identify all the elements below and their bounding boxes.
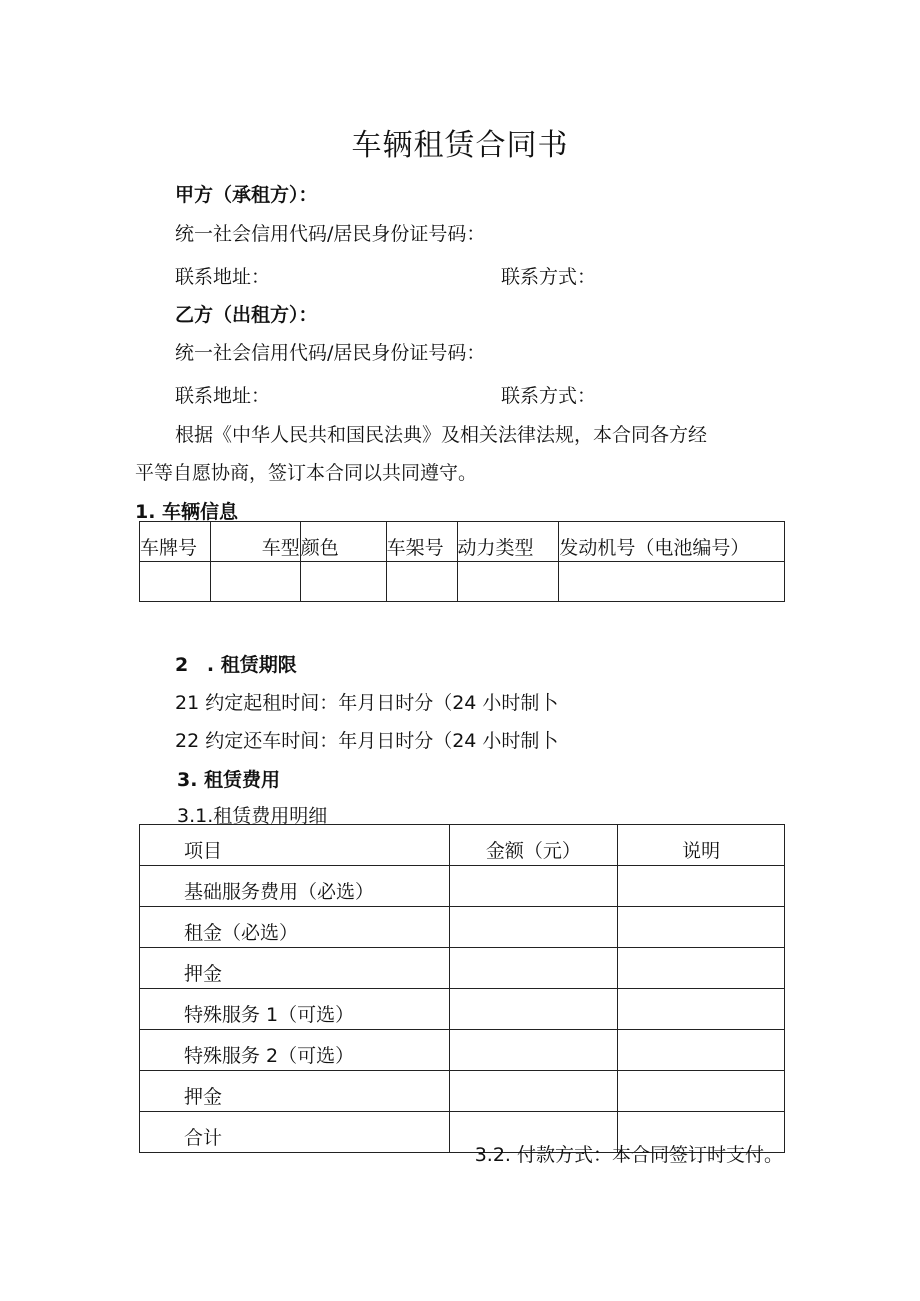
table-cell (559, 562, 785, 602)
table-cell (300, 562, 386, 602)
fee-total: 合计 (140, 1112, 450, 1153)
column-header: 发动机号（电池编号） (559, 522, 785, 562)
table-row (140, 866, 785, 907)
table-cell (449, 866, 618, 907)
table-cell (618, 948, 785, 989)
table-cell (618, 866, 785, 907)
party-b-address-label: 联系地址： (175, 385, 271, 407)
intro-paragraph-line2: 平等自愿协商，签订本合同以共同遵守。 (135, 462, 478, 484)
table-cell (449, 948, 618, 989)
table-cell (210, 562, 300, 602)
section2-heading (175, 650, 297, 677)
party-b-id-label: 统一社会信用代码/居民身份证号码： (175, 342, 486, 364)
table-header-row (140, 522, 785, 562)
document-title: 车辆租赁合同书 (351, 128, 569, 163)
fee-item: 特殊服务 1（可选） (140, 989, 450, 1030)
table-cell (449, 1030, 618, 1071)
section2-number: 2 (175, 654, 189, 676)
column-header: 金额（元） (449, 825, 618, 866)
column-header: 动力类型 (457, 522, 559, 562)
column-header: 车型 (210, 522, 300, 562)
column-header: 车牌号 (140, 522, 211, 562)
table-cell (449, 1071, 618, 1112)
section3-heading: 3. 租赁费用 (177, 769, 281, 791)
table-cell (618, 907, 785, 948)
table-row (140, 907, 785, 948)
table-cell (457, 562, 559, 602)
table-cell (618, 1030, 785, 1071)
party-b-heading: 乙方（出租方）： (175, 304, 318, 326)
table-row (140, 562, 785, 602)
fee-item: 押金 (140, 1071, 450, 1112)
fee-item: 租金（必选） (140, 907, 450, 948)
table-row (140, 1071, 785, 1112)
intro-paragraph-line1: 根据《中华人民共和国民法典》及相关法律法规，本合同各方经 (175, 424, 708, 446)
column-header: 车架号 (386, 522, 457, 562)
vehicle-info-table (139, 521, 785, 602)
table-row (140, 989, 785, 1030)
start-time-line: 21 约定起租时间：年月日时分（24 小时制卜 (175, 692, 559, 714)
fee-item: 基础服务费用（必选） (140, 866, 450, 907)
table-row (140, 948, 785, 989)
party-a-heading: 甲方（承租方）： (175, 184, 318, 206)
section2-title: . 租赁期限 (206, 654, 297, 676)
table-cell (618, 1071, 785, 1112)
fee-item: 特殊服务 2（可选） (140, 1030, 450, 1071)
column-header: 项目 (140, 825, 450, 866)
table-cell (386, 562, 457, 602)
table-cell (449, 989, 618, 1030)
party-a-contact-label: 联系方式： (501, 266, 597, 288)
fee-details-heading: 3.1.租赁费用明细 (177, 805, 328, 827)
column-header: 颜色 (300, 522, 386, 562)
table-header-row (140, 825, 785, 866)
return-time-line: 22 约定还车时间：年月日时分（24 小时制卜 (175, 730, 559, 752)
table-cell (449, 907, 618, 948)
fee-details-table (139, 824, 785, 1153)
table-cell (140, 562, 211, 602)
section1-heading: 1. 车辆信息 (135, 501, 239, 523)
party-a-address-label: 联系地址： (175, 266, 271, 288)
column-header: 说明 (618, 825, 785, 866)
table-cell (618, 989, 785, 1030)
party-b-contact-label: 联系方式： (501, 385, 597, 407)
fee-item: 押金 (140, 948, 450, 989)
table-row (140, 1030, 785, 1071)
party-a-id-label: 统一社会信用代码/居民身份证号码： (175, 223, 486, 245)
payment-method: 3.2. 付款方式：本合同签订时支付。 (474, 1144, 783, 1166)
